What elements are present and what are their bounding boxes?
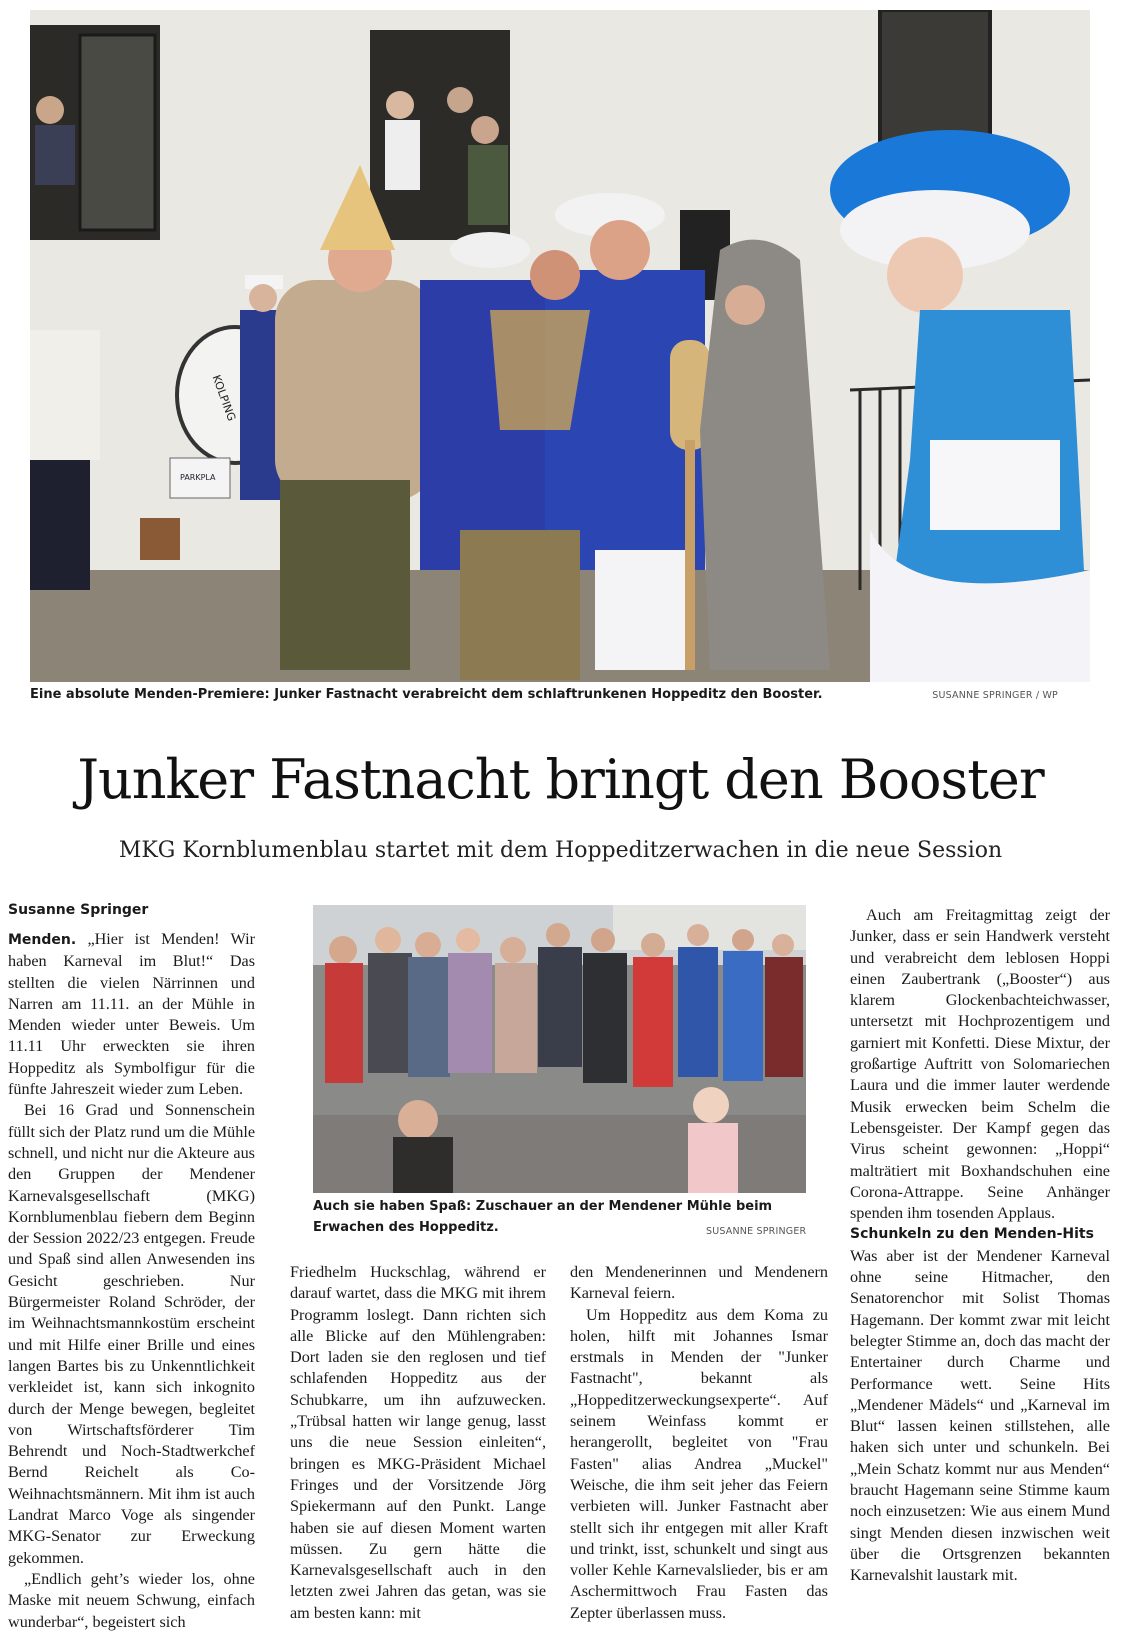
- crowd-photo-caption: Auch sie haben Spaß: Zuschauer an der Mendener Mühle beim: [313, 1199, 773, 1214]
- headline: Junker Fastnacht bringt den Booster: [77, 748, 1044, 811]
- article-column-2: [290, 1262, 546, 1644]
- paragraph: Was aber ist der Mendener Karneval ohne seine Hitmacher, den Senatorenchor mit Solist Thomas Hagemann. Der kommt zwar mit leicht belegter Stimme an, doch das macht der Entertainer durch Charme und Performance wett. Seine Hits „Mendener Mädels“ und „Karneval im Blut“ lassen keinen stillstehen, alle haken sich unter und schunkeln. Bei „Mein Schatz kommt nur aus Menden“ braucht Hagemann seine Stimme kaum noch einzusetzen: Wie aus einem Mund singt Menden diesen inzwischen weit über die Ortsgrenzen bekannten Karnevalshit laustark mit.: [850, 1246, 1110, 1585]
- byline: Susanne Springer: [8, 902, 149, 918]
- paragraph: Bei 16 Grad und Sonnenschein füllt sich der Platz rund um die Mühle schnell, und nicht nur die Akteure aus den Gruppen der Mendener Karnevalsgesellschaft (MKG) Kornblumenblau fiebern dem Beginn der Session 2022/23 entgegen. Freude und Spaß sind allen Anwesenden ins Gesicht geschrieben. Nur Bürgermeister Roland Schröder, der im Weihnachtsmannkostüm erscheint und mit Hilfe einer Brille und eines langen Bartes bis zu Unkenntlichkeit verkleidet ist, kann sich inkognito durch der Menge bewegen, begleitet von Wirtschaftsförderer Tim Behrendt und Noch-Stadtwerkchef Bernd Reichelt als Co-Weihnachtsmännern. Mit ihm ist auch Landrat Marco Voge als singender MKG-Senator zur Erweckung gekommen.: [8, 1101, 255, 1567]
- parking-sign-text: PARKPLA: [180, 473, 216, 482]
- crowd-photo: [313, 905, 806, 1193]
- article-column-4: [850, 905, 1110, 1644]
- dateline: Menden.: [8, 932, 77, 948]
- main-photo-credit: SUSANNE SPRINGER / WP: [932, 690, 1058, 701]
- paragraph: den Mendenerinnen und Mendenern Karneval feiern.: [570, 1263, 828, 1303]
- paragraph: Friedhelm Huckschlag, während er darauf wartet, dass die MKG mit ihrem Programm loslegt. Dann richten sich alle Blicke auf den Mühlengraben: Dort laden sie den reglosen und tief schlafenden Hoppeditz aus der Schubkarre, um ihn aufzuwecken. „Trübsal hatten wir lange genug, lasst uns die neue Session einleiten“, bringen es MKG-Präsident Michael Fringes und der Vorsitzende Jörg Spiekermann auf den Punkt. Lange haben sie auf diesen Moment warten müssen. Zu gern hätte die Karnevalsgesellschaft auch in den letzten zwei Jahren das getan, was sie am besten kann: mit: [290, 1263, 546, 1622]
- crowd-photo-caption-line-2: Erwachen des Hoppeditz.: [313, 1220, 499, 1235]
- crowd-photo-credit: SUSANNE SPRINGER: [706, 1226, 807, 1237]
- drum-text: KOLPING: [209, 373, 239, 423]
- article-column-1: [8, 929, 255, 1644]
- paragraph: Auch am Freitagmittag zeigt der Junker, dass er sein Handwerk versteht und verabreicht dem leblosen Hoppi einen Zaubertrank („Booster“) aus klarem Glockenbachteichwasser, untersetzt mit Hochprozentigem und garniert mit Konfetti. Diese Mixtur, der großartige Auftritt von Solomariechen Laura und die immer lauter werdende Musik erwecken beim Schelm die Lebensgeister. Der Kampf gegen das Virus scheint gewonnen: „Hoppi“ malträtiert mit Boxhandschuhen eine Corona-Attrappe. Seine Anhänger spenden ihm tosenden Applaus.: [850, 906, 1110, 1223]
- section-subhead: Schunkeln zu den Menden-Hits: [850, 1226, 1094, 1243]
- paragraph: „Hier ist Menden! Wir haben Karneval im Blut!“ Das stellten die vielen Närrinnen und Narren am 11.11. an der Mühle in Menden wieder unter Beweis. Um 11.11 Uhr erweckten sie ihren Hoppeditz als Symbolfigur für die fünfte Jahreszeit wieder zum Leben.: [8, 930, 255, 1099]
- main-photo: [30, 10, 1090, 682]
- paragraph: Um Hoppeditz aus dem Koma zu holen, hilft mit Johannes Ismar erstmals in Menden der "Junker Fastnacht", bekannt als „Hoppeditzerweckungsexperte“. Auf seinem Weinfass kommt er herangerollt, begleitet von "Frau Fasten" alias Andrea „Muckel" Weische, die ihm seit jeher das Feiern verbieten will. Junker Fastnacht aber stellt sich ihr entgegen mit aller Kraft und trinkt, isst, schunkelt und singt aus voller Kehle Karnevalslieder, bis er am Aschermittwoch Frau Fasten das Zepter überlassen muss.: [570, 1305, 828, 1622]
- subheadline: MKG Kornblumenblau startet mit dem Hoppeditzerwachen in die neue Session: [118, 838, 1003, 863]
- article-column-3: [570, 1262, 828, 1644]
- paragraph: „Endlich geht’s wieder los, ohne Maske mit neuem Schwung, einfach wunderbar“, begeistert sich: [8, 1569, 255, 1631]
- main-photo-caption: Eine absolute Menden-Premiere: Junker Fastnacht verabreicht dem schlaftrunkenen Hoppeditz den Booster.: [30, 687, 823, 702]
